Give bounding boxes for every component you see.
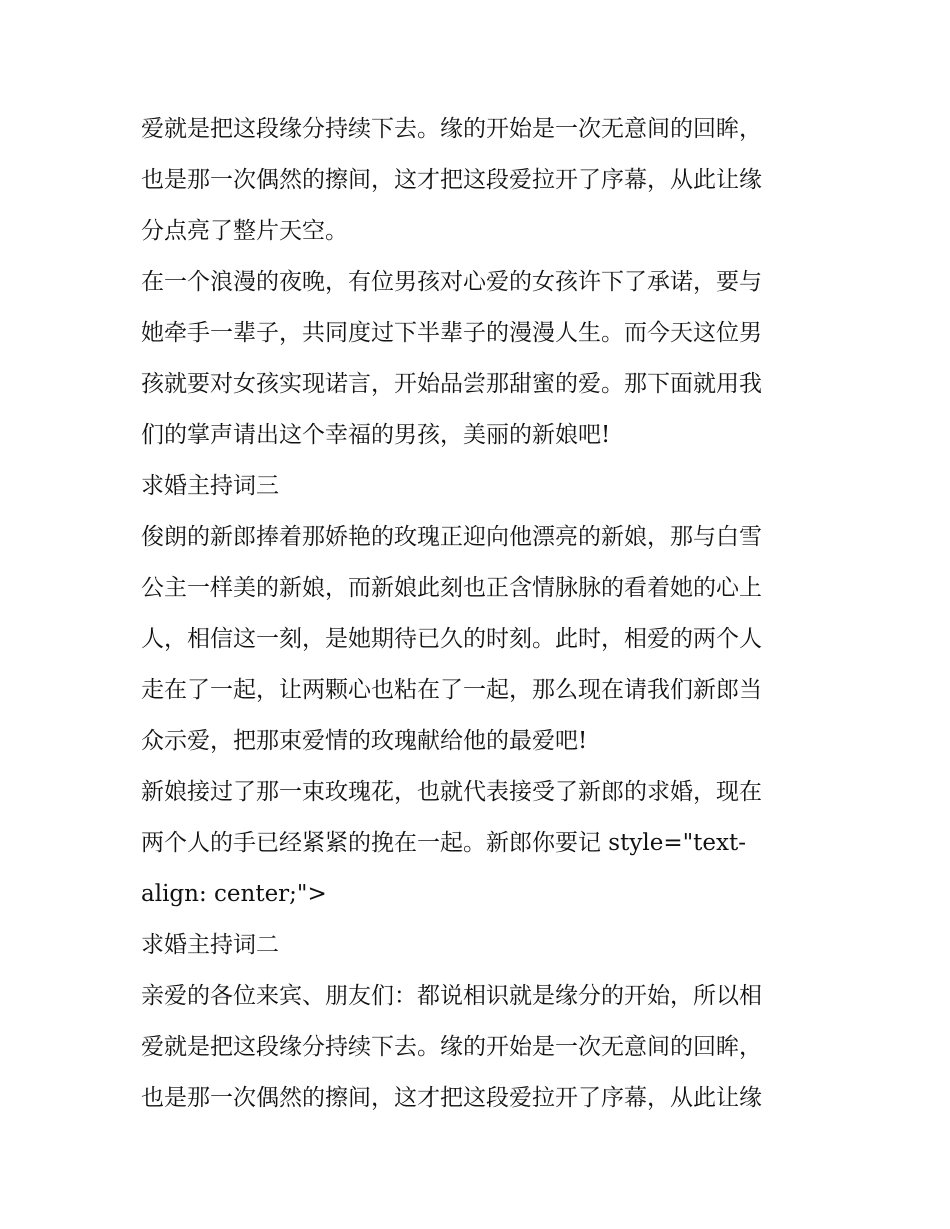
paragraph-dear-guests: 亲爱的各位来宾、朋友们：都说相识就是缘分的开始，所以相 爱就是把这段缘分持续下去。缘的开始是一次无意间的回眸， 也是那一次偶然的擦间，这才把这段爱拉开了序幕，从此让缘: [141, 983, 762, 1111]
paragraph-continuation: 爱就是把这段缘分持续下去。缘的开始是一次无意间的回眸， 也是那一次偶然的擦间，这才把这段爱拉开了序幕，从此让缘 分点亮了整片天空。: [141, 116, 762, 244]
paragraph-romantic-night: 在一个浪漫的夜晚，有位男孩对心爱的女孩许下了承诺，要与 她牵手一辈子，共同度过下半辈子的漫漫人生。而今天这位男 孩就要对女孩实现诺言，开始品尝那甜蜜的爱。那下面就用我 们的掌声请出这个幸福的男孩，美丽的新娘吧!: [141, 269, 762, 448]
section-heading-3: 求婚主持词三: [141, 473, 279, 499]
document-page: [141, 104, 817, 1124]
section-heading-2: 求婚主持词二: [141, 932, 279, 958]
paragraph-groom-roses: 俊朗的新郎捧着那娇艳的玫瑰正迎向他漂亮的新娘，那与白雪 公主一样美的新娘，而新娘此刻也正含情脉脉的看着她的心上 人，相信这一刻，是她期待已久的时刻。此时，相爱的两个人 走在了一起，让两颗心也粘在了一起，那么现在请我们新郎当 众示爱，把那束爱情的玫瑰献给他的最爱吧!: [141, 524, 762, 754]
paragraph-bride-accepts: 新娘接过了那一束玫瑰花，也就代表接受了新郎的求婚，现在 两个人的手已经紧紧的挽在一起。新郎你要记 style="text- align: center;">: [141, 779, 762, 907]
